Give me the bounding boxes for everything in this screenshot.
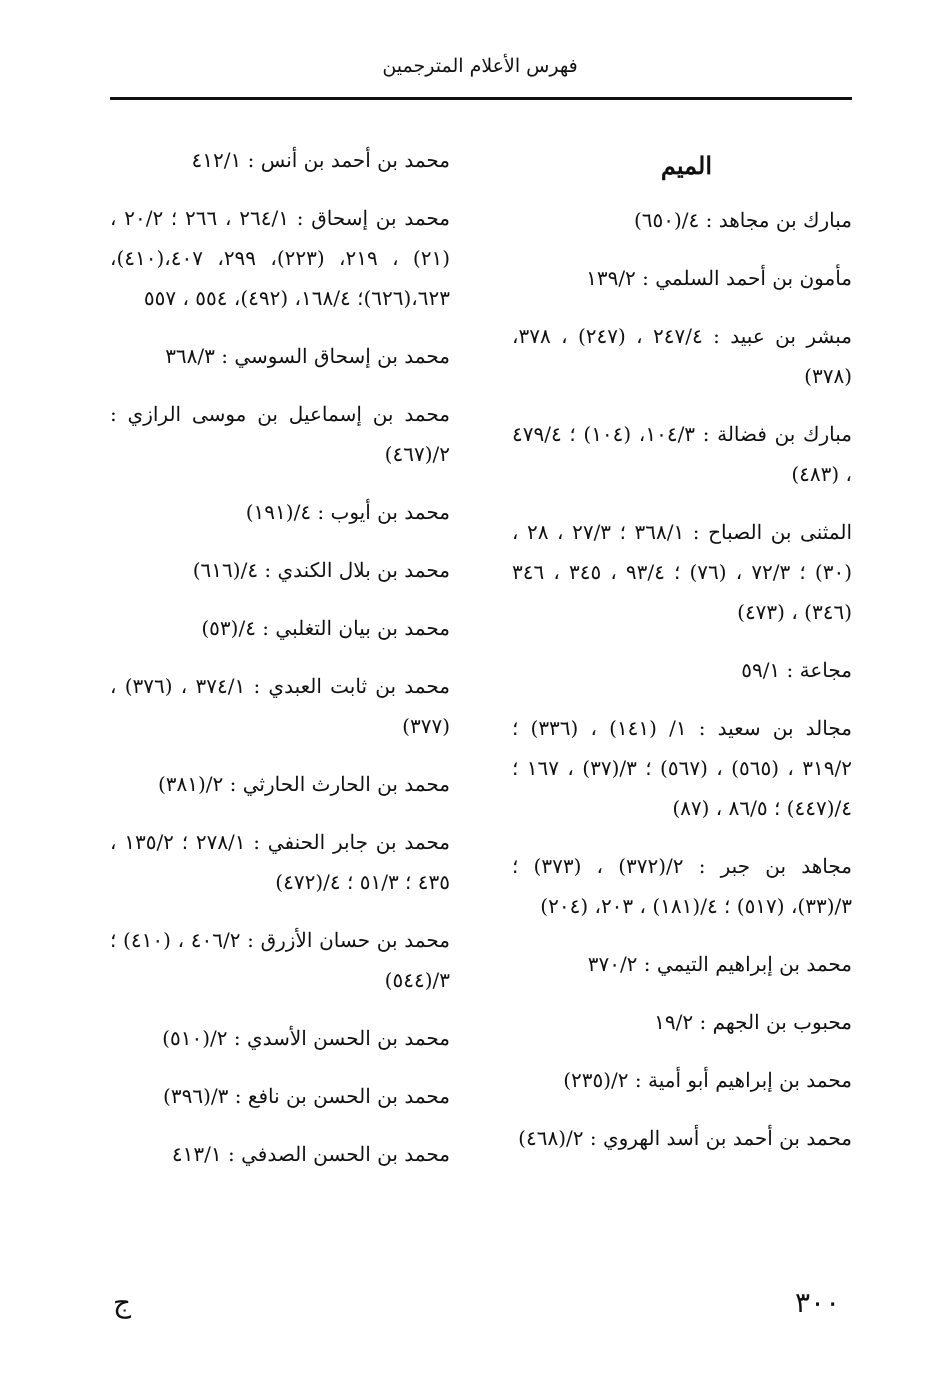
signature-mark: ج <box>113 1286 132 1319</box>
index-entry: محمد بن بيان التغلبي : ٤/(٥٣) <box>201 616 450 640</box>
index-entry: محمد بن أحمد بن أنس : ٤١٢/١ <box>191 148 450 172</box>
page-number: ٣٠٠ <box>795 1286 841 1319</box>
index-entry: مبارك بن مجاهد : ٤/(٦٥٠) <box>633 208 852 232</box>
index-column-left <box>110 140 450 1192</box>
index-entry: محمد بن الحسن الصدفي : ٤١٣/١ <box>171 1142 450 1166</box>
index-entry: محبوب بن الجهم : ١٩/٢ <box>654 1010 852 1034</box>
index-entry: محمد بن ثابت العبدي : ٣٧٤/١ ، (٣٧٦) ، (٣٧٧) <box>110 674 450 738</box>
index-entry: محمد بن الحارث الحارثي : ٢/(٣٨١) <box>157 772 450 796</box>
running-header: فهرس الأعلام المترجمين <box>382 55 578 77</box>
index-entry: مبشر بن عبيد : ٢٤٧/٤ ، (٢٤٧) ، ٣٧٨، (٣٧٨) <box>512 324 852 388</box>
index-entry: محمد بن إسحاق السوسي : ٣٦٨/٣ <box>165 344 450 368</box>
index-entry: محمد بن بلال الكندي : ٤/(٦١٦) <box>192 558 450 582</box>
index-entry: مبارك بن فضالة : ١٠٤/٣، (١٠٤) ؛ ٤٧٩/٤ ، (٤٨٣) <box>512 422 852 486</box>
index-entry: محمد بن إسحاق : ٢٦٤/١ ، ٢٦٦ ؛ ٢٠/٢ ، (٢١) ، ٢١٩، (٢٢٣)، ٢٩٩، ٤٠٧،(٤١٠)، ٦٢٣،(٦٢٦)؛ ١٦٨/٤، (٤٩٢)، ٥٥٤ ، ٥٥٧ <box>110 206 451 310</box>
index-entry: محمد بن الحسن بن نافع : ٣/(٣٩٦) <box>163 1084 450 1108</box>
section-title: الميم <box>660 151 712 180</box>
index-column-right <box>512 140 852 1176</box>
index-entry: محمد بن الحسن الأسدي : ٢/(٥١٠) <box>162 1026 450 1050</box>
index-entry: المثنى بن الصباح : ٣٦٨/١ ؛ ٢٧/٣ ، ٢٨ ، (٣٠) ؛ ٧٢/٣ ، (٧٦) ؛ ٩٣/٤ ، ٣٤٥ ، ٣٤٦ (٣٤٦) ، (٤٧٣) <box>512 520 853 624</box>
index-entry: محمد بن أحمد بن أسد الهروي : ٢/(٤٦٨) <box>518 1126 852 1150</box>
index-entry: محمد بن حسان الأزرق : ٤٠٦/٢ ، (٤١٠) ؛ ٣/(٥٤٤) <box>110 928 450 992</box>
index-entry: محمد بن جابر الحنفي : ٢٧٨/١ ؛ ١٣٥/٢ ، ٤٣٥ ؛ ٥١/٣ ؛ ٤/(٤٧٢) <box>110 830 450 894</box>
index-entry: محمد بن إسماعيل بن موسى الرازي : ٢/(٤٦٧) <box>110 402 450 466</box>
index-entry: مجاعة : ٥٩/١ <box>741 658 852 682</box>
index-entry: محمد بن أيوب : ٤/(١٩١) <box>245 500 450 524</box>
index-entry: مأمون بن أحمد السلمي : ١٣٩/٢ <box>586 266 852 290</box>
index-entry: محمد بن إبراهيم أبو أمية : ٢/(٢٣٥) <box>563 1068 852 1092</box>
index-entry: محمد بن إبراهيم التيمي : ٣٧٠/٢ <box>587 952 852 976</box>
index-entry: مجاهد بن جبر : ٢/(٣٧٢) ، (٣٧٣) ؛ ٣/(٣٣)، (٥١٧) ؛ ٤/(١٨١) ، ٢٠٣، (٢٠٤) <box>512 854 852 918</box>
header-rule <box>110 97 852 100</box>
index-entry: مجالد بن سعيد : ١/ (١٤١) ، (٣٣٦) ؛ ٣١٩/٢ ، (٥٦٥) ، (٥٦٧) ؛ ٣/(٣٧) ، ١٦٧ ؛ ٤/(٤٤٧) ؛ ٨٦/٥ ، (٨٧) <box>512 716 852 820</box>
